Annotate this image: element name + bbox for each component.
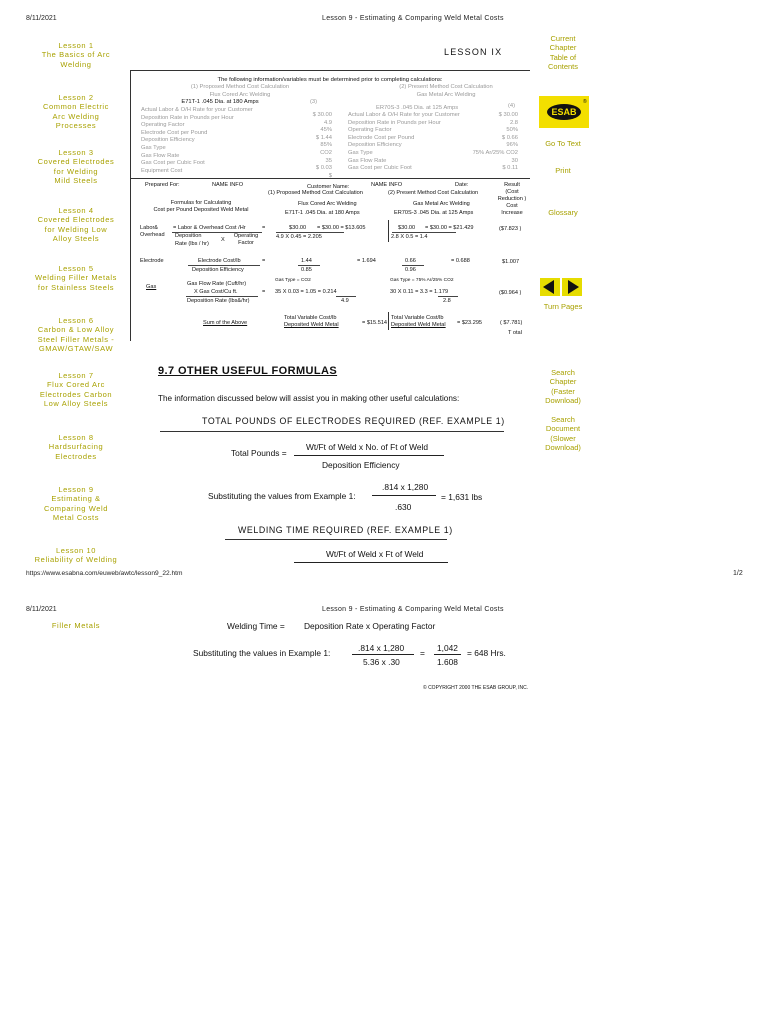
gas-formula-num2: X Gas Cost/Cu ft.: [194, 289, 238, 295]
proposed-variable-labels: Actual Labor & O/H Rate for your Customer Deposition Rate in Pounds per Hour Operating Factor Electrode Cost per Pound Deposition Efficiency Gas Type Gas Flow Rate Gas Cost per Cubic Foot Equipment Cost: [141, 107, 253, 174]
next-page-button[interactable]: [562, 278, 582, 296]
labor-result: ($7.823 ): [499, 226, 522, 232]
cost-worksheet: [130, 70, 530, 341]
electrode-present-den: 0.96: [405, 267, 416, 273]
nav-lesson-7[interactable]: Lesson 7 Flux Cored Arc Electrodes Carbon Low Alloy Steels: [39, 371, 113, 409]
gas-label: Gas: [146, 284, 157, 290]
labor-label: Labor& Overhead: [140, 225, 165, 238]
welding-time-numerator: Wt/Ft of Weld x Ft of Weld: [326, 549, 424, 559]
gas-proposed-den: 4.9: [341, 298, 349, 304]
labor-proposed-result: = $30.00 = $13.605: [317, 225, 366, 231]
document-title-page2: Lesson 9 - Estimating & Comparing Weld Metal Costs: [322, 606, 504, 613]
proposed-calc-heading: (1) Proposed Method Cost Calculation: [268, 190, 363, 196]
electrode-proposed-result: = 1.694: [357, 258, 376, 264]
sum-present-text: Total Variable Cost/lb Deposited Weld Metal: [391, 315, 446, 328]
labor-proposed-den: 4.9 X 0.45 = 2.205: [276, 234, 322, 240]
electrode-equals: =: [262, 258, 266, 264]
document-title: Lesson 9 - Estimating & Comparing Weld Metal Costs: [322, 15, 504, 22]
nav-lesson-2[interactable]: Lesson 2 Common Electric Arc Welding Processes: [42, 93, 110, 131]
formulas-heading: Formulas for Calculating Cost per Pound Deposited Weld Metal: [153, 200, 249, 213]
welding-time-label: Welding Time =: [227, 621, 285, 631]
print-link[interactable]: Print: [555, 166, 571, 175]
labor-times: X: [221, 237, 225, 243]
welding-time-denominator: Deposition Rate x Operating Factor: [304, 621, 436, 631]
nav-lesson-8[interactable]: Lesson 8 Hardsurfacing Electrodes: [48, 433, 104, 461]
customer-name-value: NAME INFO: [371, 182, 403, 188]
date-label: Date:: [455, 182, 469, 188]
welding-time-title: WELDING TIME REQUIRED (REF. EXAMPLE 1): [238, 525, 453, 535]
registered-mark-icon: ®: [583, 99, 587, 105]
proposed-method-heading: (1) Proposed Method Cost Calculation Flux Cored Arc Welding: [190, 84, 290, 98]
go-to-text-link[interactable]: Go To Text: [545, 139, 581, 148]
substitution-label-2: Substituting the values in Example 1:: [193, 648, 331, 658]
substitution-numerator-2: .814 x 1,280: [358, 643, 405, 653]
e71t-spec: E71T-1 .045 Dia. at 180 Amps: [285, 210, 360, 216]
current-chapter-toc-link[interactable]: Current Chapter Table of Contents: [547, 34, 579, 72]
worksheet-intro: The following information/variables must be determined prior to completing calculations:: [217, 77, 443, 83]
glossary-link[interactable]: Glossary: [548, 208, 578, 217]
total-pounds-title: TOTAL POUNDS OF ELECTRODES REQUIRED (REF. EXAMPLE 1): [202, 416, 505, 426]
arrow-left-icon: [540, 278, 560, 296]
substitution-denominator-2: 5.36 x .30: [363, 657, 400, 667]
gas-formula-den: Deposition Rate (lbs&/hr): [187, 298, 250, 304]
sum-proposed-value: = $15.514: [362, 320, 388, 326]
proposed-variable-values: $ 30.00 4.9 45% $ 1.44 85% CO2 35 $ 0.03 $: [312, 112, 332, 179]
proposed-col-number: (3): [310, 99, 318, 105]
result-heading: Result (Cost Reduction ) Cost Increase: [497, 182, 527, 216]
turn-pages-label: Turn Pages: [543, 302, 583, 311]
substitution-result-2: = 648 Hrs.: [467, 648, 506, 658]
proposed-method-spec: E71T-1 .045 Dia. at 180 Amps: [181, 99, 259, 105]
labor-formula-num: = Labor & Overhead Cost /Hr: [173, 225, 246, 231]
total-pounds-numerator: Wt/Ft of Weld x No. of Ft of Weld: [306, 442, 429, 452]
electrode-formula-num: Electrode Cost/lb: [198, 258, 241, 264]
copyright-notice: © COPYRIGHT 2000 THE ESAB GROUP, INC.: [423, 685, 529, 691]
nav-lesson-10-continued[interactable]: Filler Metals: [51, 621, 101, 630]
nav-lesson-9[interactable]: Lesson 9 Estimating & Comparing Weld Metal Costs: [43, 485, 109, 523]
electrode-proposed-den: 0.85: [301, 267, 312, 273]
electrode-label: Electrode: [140, 258, 164, 264]
sum-present-value: = $23.295: [457, 320, 483, 326]
labor-present-result: = $30.00 = $21.429: [425, 225, 474, 231]
esab-logo: [539, 96, 589, 128]
substitution-numerator-1: .814 x 1,280: [382, 482, 429, 492]
prepared-for-name: NAME INFO: [212, 182, 244, 188]
nav-lesson-1[interactable]: Lesson 1 The Basics of Arc Welding: [41, 41, 111, 69]
electrode-formula-den: Deposition Efficiency: [192, 267, 244, 273]
section-title: 9.7 OTHER USEFUL FORMULAS: [158, 365, 338, 377]
present-variable-labels: Actual Labor & O/H Rate for your Customer Deposition Rate in Pounds per Hour Operating Factor Electrode Cost per Pound Deposition Efficiency Gas Type Gas Flow Rate Gas Cost per Cubic Foot: [348, 112, 460, 172]
labor-present-num: $30.00: [398, 225, 416, 231]
gas-proposed-type: Gas Type = CO2: [275, 278, 311, 283]
nav-lesson-4[interactable]: Lesson 4 Covered Electrodes for Welding Low Alloy Steels: [37, 206, 115, 244]
er70s-spec: ER70S-3 .045 Dia. at 125 Amps: [394, 210, 474, 216]
footer-page-number: 1/2: [733, 570, 743, 577]
nav-lesson-10[interactable]: Lesson 10 Reliability of Welding: [34, 546, 118, 565]
gas-result: ($0.964 ): [499, 290, 522, 296]
labor-formula-den2: Rate (lbs / hr): [175, 241, 209, 247]
total-pounds-denominator: Deposition Efficiency: [322, 460, 400, 470]
labor-proposed-num: $30.00: [289, 225, 307, 231]
total-pounds-label: Total Pounds =: [231, 448, 287, 458]
electrode-proposed-num: 1.44: [301, 258, 312, 264]
fcaw-label: Flux Cored Arc Welding: [298, 201, 357, 207]
gas-equals: =: [262, 289, 266, 295]
electrode-result: $1.007: [502, 259, 520, 265]
esab-logo-text: ESAB: [551, 107, 577, 117]
nav-lesson-3[interactable]: Lesson 3 Covered Electrodes for Welding Mild Steels: [37, 148, 115, 186]
search-document-link[interactable]: Search Document (Slower Download): [545, 415, 581, 453]
total-label: T otal: [508, 330, 522, 336]
gas-formula-num: Gas Flow Rate (Cuft/hr): [187, 281, 247, 287]
sum-result: ( $7.781): [500, 320, 523, 326]
labor-equals: =: [262, 225, 266, 231]
substitution-denominator-1: .630: [395, 502, 412, 512]
nav-lesson-5[interactable]: Lesson 5 Welding Filler Metals for Stainless Steels: [34, 264, 118, 292]
lesson-heading: LESSON IX: [444, 47, 503, 57]
substitution-equals-2: =: [420, 648, 425, 658]
sum-label: Sum of the Above: [203, 320, 248, 326]
search-chapter-link[interactable]: Search Chapter (Faster Download): [545, 368, 581, 406]
labor-formula-den: Deposition: [175, 233, 202, 239]
substitution-result-1: = 1,631 lbs: [441, 492, 483, 502]
gas-proposed-calc: 35 X 0.03 = 1.05 = 0.214: [275, 289, 337, 295]
electrode-present-num: 0.66: [405, 258, 416, 264]
prepared-for-label: Prepared For:: [145, 182, 180, 188]
present-calc-heading: (2) Present Method Cost Calculation: [388, 190, 479, 196]
arrow-right-icon: [562, 278, 582, 296]
operating-factor-label: Operating Factor: [233, 233, 259, 246]
substitution-numerator-2b: 1,042: [437, 643, 458, 653]
substitution-label-1: Substituting the values from Example 1:: [208, 491, 356, 501]
print-date: 8/11/2021: [26, 15, 57, 22]
previous-page-button[interactable]: [540, 278, 560, 296]
gmaw-label: Gas Metal Arc Welding: [413, 201, 470, 207]
gas-present-type: Gas Type = 75% Ar/25% CO2: [390, 278, 454, 283]
section-intro: The information discussed below will assist you in making other useful calculations:: [158, 394, 460, 403]
electrode-present-result: = 0.688: [451, 258, 470, 264]
nav-lesson-6[interactable]: Lesson 6 Carbon & Low Alloy Steel Filler Metals - GMAW/GTAW/SAW: [37, 316, 115, 354]
sum-proposed-text: Total Variable Cost/lb Deposited Weld Metal: [284, 315, 339, 328]
substitution-denominator-2b: 1.608: [437, 657, 458, 667]
customer-name-label: Customer Name:: [307, 184, 350, 190]
gas-present-calc: 30 X 0.11 = 3.3 = 1.179: [390, 289, 449, 295]
present-method-heading: (2) Present Method Cost Calculation Gas Metal Arc Welding: [399, 84, 493, 98]
present-variable-values: $ 30.00 2.8 50% $ 0.66 96% 75% Ar/25% CO2 30 $ 0.11: [472, 112, 518, 172]
labor-present-den: 2.8 X 0.5 = 1.4: [391, 234, 428, 240]
present-col-number: (4): [508, 103, 516, 109]
present-method-spec: ER70S-3 .045 Dia. at 125 Amps: [376, 105, 459, 111]
footer-url[interactable]: https://www.esabna.com/euweb/awtc/lesson9_22.htm: [26, 570, 183, 577]
print-date-page2: 8/11/2021: [26, 606, 57, 613]
gas-present-den: 2.8: [443, 298, 451, 304]
